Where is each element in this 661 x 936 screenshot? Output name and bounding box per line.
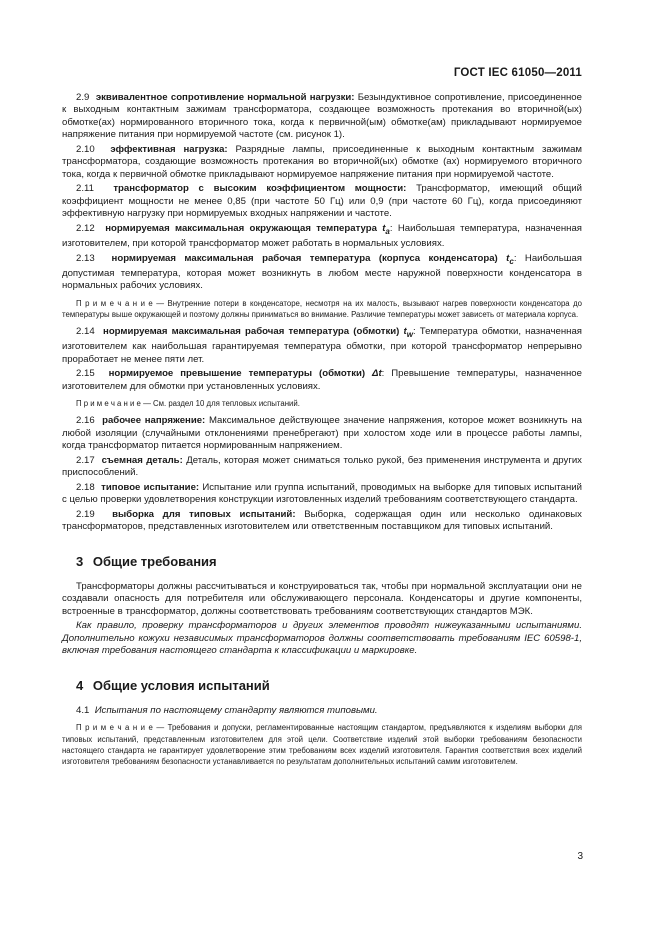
definition-2-17: 2.17 съемная деталь: Деталь, которая может сниматься только рукой, без применения инструмента и других приспособлений.	[62, 454, 582, 479]
definition-2-12: 2.12 нормируемая максимальная окружающая температура $t_a$: Наибольшая температура, назначенная изготовителем, при которой трансформатор может работать в нормальных условиях.	[62, 222, 583, 249]
definition-2-10: 2.10 эффективная нагрузка: Разрядные лампы, присоединенные к выходным контактным зажимам трансформатора, создающие возможность протекания во вторичной(ых) обмотке (ах) нормируемого вторичного тока, когда к первичной обмотке прикладывают нормируемое напряжение питания при нормируемой частоте.	[62, 143, 582, 180]
definition-2-11: 2.11 трансформатор с высоким коэффициентом мощности: Трансформатор, имеющий общий коэффициент мощности не менее 0,85 (при частоте 50 Гц) или 0,9 (при частоте 60 Гц), когда присоединяют эффективную нагрузку при нормируемых входных напряжении и частоте.	[62, 183, 582, 220]
note-type-tests: П р и м е ч а н и е — Требования и допуски, регламентированные настоящим стандартом, предъявляются к изделиям выборки для типовых испытаний, представленным изготовителем для этой цели. Соответствие изделий этой выборки требованиям безопасности настоящего стандарта не гарантирует удовлетворение этим требованиям всех изделий изготовителя. Гарантия соответствия всех изделий изготовителя требованиям безопасности устанавливается по результатам дополнительных испытаний самим изготовителем.	[62, 723, 583, 767]
definition-2-9: 2.9 эквивалентное сопротивление нормальной нагрузки: Безындуктивное сопротивление, присоединенное к выходным контактным зажимам трансформатора, создающее возможность протекания во вторичной(ых) обмотке(ах) нормированного вторичного тока, когда к первичной(ым) обмотке(ам) прикладывают нормируемое напряжение питания при нормируемой частоте (см. рисунок 1).	[62, 92, 582, 141]
page-number: 3	[577, 851, 583, 862]
definition-2-18: 2.18 типовое испытание: Испытание или группа испытаний, проводимых на выборке для типовых испытаний с целью проверки удовлетворения конструкции изготовленных изделий требованиям соответствующего стандарта.	[62, 481, 582, 506]
section-3-paragraph-2: Как правило, проверку трансформаторов и других элементов проводят нижеуказанными испытаниями. Дополнительно кожухи независимых трансформаторов должны соответствовать требованиям IEC 60598-1, включая требования настоящего стандарта к классификации и маркировке.	[62, 620, 582, 657]
note-capacitor: П р и м е ч а н и е — Внутренние потери в конденсаторе, несмотря на их малость, вызывают нагрев поверхности конденсатора до температуры выше окружающей и поэтому должны приниматься во внимание. Различие температуры может зависеть от материала корпуса.	[62, 298, 582, 319]
section-3-paragraph-1: Трансформаторы должны рассчитываться и конструироваться так, чтобы при нормальной эксплуатации они не создавали опасность для потребителя или обслуживающего персонала. Конденсаторы и другие компоненты, встроенные в трансформатор, должны соответствовать требованиям соответствующих стандартов МЭК.	[62, 581, 582, 617]
item-4-1: 4.1 Испытания по настоящему стандарту являются типовыми.	[76, 705, 378, 717]
definition-2-19: 2.19 выборка для типовых испытаний: Выборка, содержащая один или несколько одинаковых трансформаторов, представленных изготовителем или ответственным поставщиком для типовых испытаний.	[62, 508, 582, 533]
section-3-heading: 3 Общие требования	[76, 553, 217, 569]
definition-2-16: 2.16 рабочее напряжение: Максимальное действующее значение напряжения, которое может возникнуть на любой изоляции (случайными отклонениями пренебрегают) при холостом ходе или в процессе работы лампы, когда трансформатор питается нормированным напряжением.	[62, 415, 582, 452]
definition-2-13: 2.13 нормируемая максимальная рабочая температура (корпуса конденсатора) $t_c$: Наибольшая допустимая температура, которая может возникнуть в любом месте наружной поверхности конденсатора в нормальных рабочих условиях.	[62, 252, 582, 292]
section-4-heading: 4 Общие условия испытаний	[76, 677, 270, 693]
definition-2-15: 2.15 нормируемое превышение температуры (обмотки) Δt: Превышение температуры, назначенное изготовителем для обмотки при установленных условиях.	[62, 368, 582, 392]
standard-header: ГОСТ IEC 61050—2011	[453, 67, 582, 79]
note-thermal: П р и м е ч а н и е — См. раздел 10 для тепловых испытаний.	[76, 399, 300, 409]
definition-2-14: 2.14 нормируемая максимальная рабочая температура (обмотки) $t_w$: Температура обмотки, назначенная изготовителем как наибольшая гарантируемая температура обмотки, при которой трансформатор непрерывно проработает не менее пяти лет.	[62, 326, 582, 365]
document-body	[62, 92, 582, 773]
